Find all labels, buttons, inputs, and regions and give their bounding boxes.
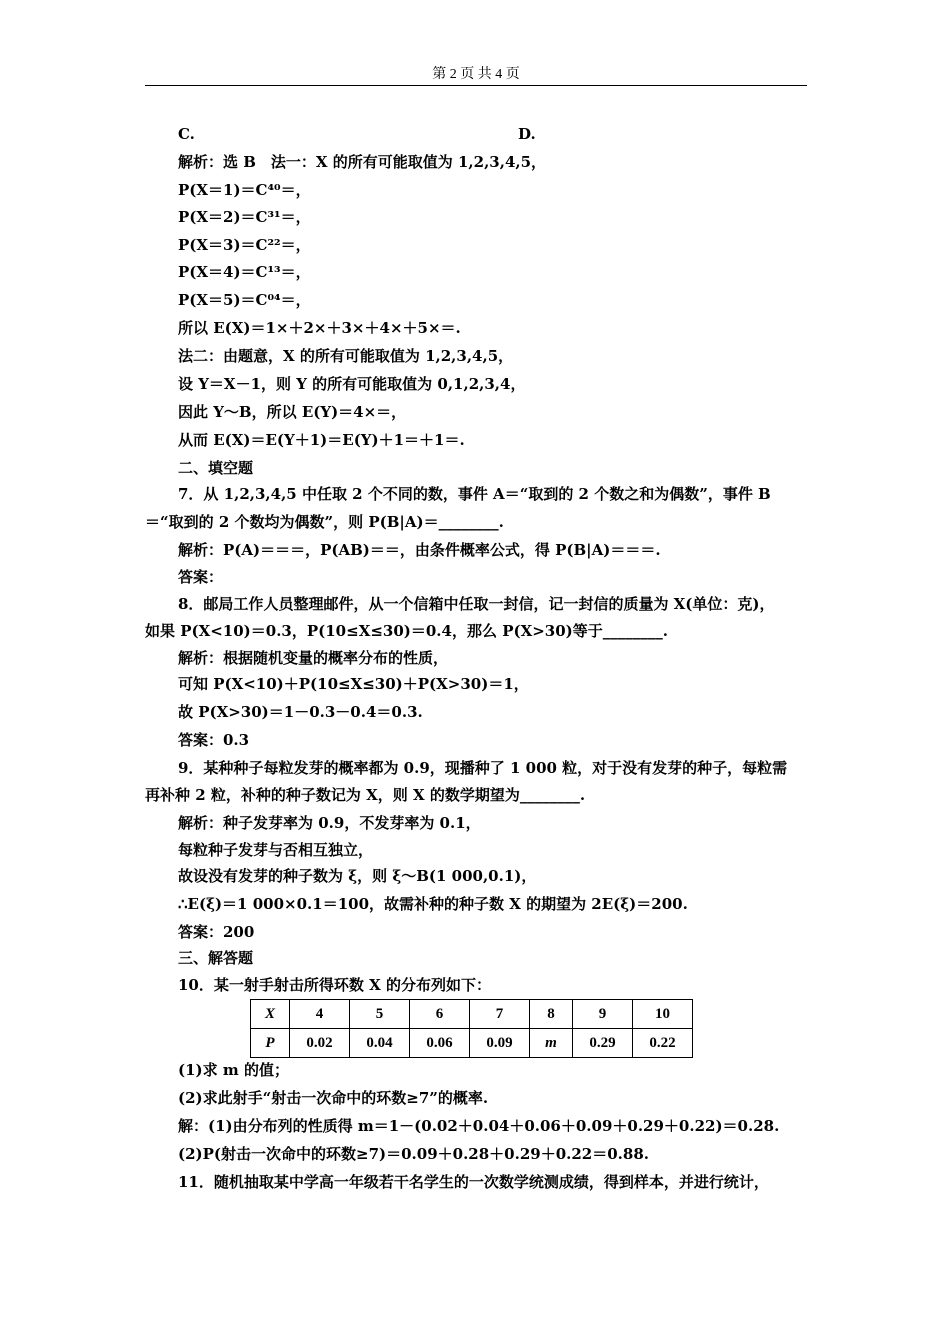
solution-line: P(X＝1)＝C⁴⁰＝， <box>178 181 311 199</box>
solution-line: 解析：P(A)＝＝＝，P(AB)＝＝，由条件概率公式，得 P(B|A)＝＝＝. <box>178 541 661 559</box>
solution-line: 故设没有发芽的种子数为 ξ，则 ξ～B(1 000,0.1)， <box>178 867 537 885</box>
table-cell: 0.06 <box>410 1029 470 1058</box>
solution-line: 故 P(X>30)＝1－0.3－0.4＝0.3. <box>178 703 423 721</box>
table-cell: 7 <box>470 1000 530 1029</box>
solution-line: (2)P(射击一次命中的环数≥7)＝0.09＋0.28＋0.29＋0.22＝0.88. <box>178 1145 650 1163</box>
section-heading: 二、填空题 <box>178 459 254 477</box>
option-d: D. <box>518 125 536 143</box>
table-cell: 0.29 <box>573 1029 633 1058</box>
page-header: 第 2 页 共 4 页 <box>432 67 520 82</box>
question-text: ＝“取到的 2 个数均为偶数”，则 P(B|A)＝________. <box>145 513 504 531</box>
answer-line: 答案： <box>178 568 224 586</box>
table-cell: 0.09 <box>470 1029 530 1058</box>
answer-line: 答案：0.3 <box>178 731 250 749</box>
question-text: 9．某种种子每粒发芽的概率都为 0.9，现播种了 1 000 粒，对于没有发芽的种子，每粒需 <box>178 759 788 777</box>
table-row <box>251 1029 693 1058</box>
question-text: 11．随机抽取某中学高一年级若干名学生的一次数学统测成绩，得到样本，并进行统计， <box>178 1173 769 1191</box>
question-text: 8．邮局工作人员整理邮件，从一个信箱中任取一封信，记一封信的质量为 X(单位：克)， <box>178 595 775 613</box>
distribution-table <box>250 999 693 1058</box>
question-text: 再补种 2 粒，补种的种子数记为 X，则 X 的数学期望为________. <box>145 786 586 804</box>
table-cell: 9 <box>573 1000 633 1029</box>
table-cell: 0.22 <box>633 1029 693 1058</box>
solution-line: 解析：种子发芽率为 0.9，不发芽率为 0.1， <box>178 814 481 832</box>
answer-line: 答案：200 <box>178 923 255 941</box>
solution-line: P(X＝3)＝C²²＝， <box>178 236 311 254</box>
table-cell: 8 <box>530 1000 573 1029</box>
table-cell: X <box>251 1000 290 1029</box>
question-text: 10．某一射手射击所得环数 X 的分布列如下： <box>178 976 491 994</box>
solution-line: 所以 E(X)＝1×＋2×＋3×＋4×＋5×＝. <box>178 319 461 337</box>
question-text: 如果 P(X<10)＝0.3，P(10≤X≤30)＝0.4，那么 P(X>30)等于________. <box>145 622 668 640</box>
solution-line: P(X＝5)＝C⁰⁴＝， <box>178 291 311 309</box>
header-rule <box>145 85 807 86</box>
question-text: 7．从 1,2,3,4,5 中任取 2 个不同的数，事件 A＝“取到的 2 个数之和为偶数”，事件 B <box>178 485 771 503</box>
table-cell: m <box>530 1029 573 1058</box>
solution-line: 每粒种子发芽与否相互独立， <box>178 841 374 859</box>
question-text: (2)求此射手“射击一次命中的环数≥7”的概率. <box>178 1089 489 1107</box>
solution-line: ∴E(ξ)＝1 000×0.1＝100，故需补种的种子数 X 的期望为 2E(ξ)＝200. <box>178 895 688 913</box>
solution-line: 从而 E(X)＝E(Y＋1)＝E(Y)＋1＝＋1＝. <box>178 431 465 449</box>
table-cell: 4 <box>290 1000 350 1029</box>
table-cell: 5 <box>350 1000 410 1029</box>
table-cell: 10 <box>633 1000 693 1029</box>
solution-line: 解析：选 B 法一：X 的所有可能取值为 1,2,3,4,5， <box>178 153 547 171</box>
solution-line: 因此 Y～B，所以 E(Y)＝4×＝， <box>178 403 407 421</box>
solution-line: 可知 P(X<10)＋P(10≤X≤30)＋P(X>30)＝1， <box>178 675 529 693</box>
table-cell: 6 <box>410 1000 470 1029</box>
solution-line: 设 Y＝X－1，则 Y 的所有可能取值为 0,1,2,3,4， <box>178 375 526 393</box>
solution-line: P(X＝2)＝C³¹＝， <box>178 208 311 226</box>
table-cell: 0.02 <box>290 1029 350 1058</box>
solution-line: P(X＝4)＝C¹³＝， <box>178 263 311 281</box>
question-text: (1)求 m 的值； <box>178 1061 289 1079</box>
solution-line: 解：(1)由分布列的性质得 m＝1－(0.02＋0.04＋0.06＋0.09＋0.29＋0.22)＝0.28. <box>178 1117 780 1135</box>
section-heading: 三、解答题 <box>178 949 254 967</box>
table-cell: P <box>251 1029 290 1058</box>
table-cell: 0.04 <box>350 1029 410 1058</box>
solution-line: 法二：由题意，X 的所有可能取值为 1,2,3,4,5， <box>178 347 514 365</box>
solution-line: 解析：根据随机变量的概率分布的性质， <box>178 649 449 667</box>
table-row <box>251 1000 693 1029</box>
option-c: C. <box>178 125 195 143</box>
